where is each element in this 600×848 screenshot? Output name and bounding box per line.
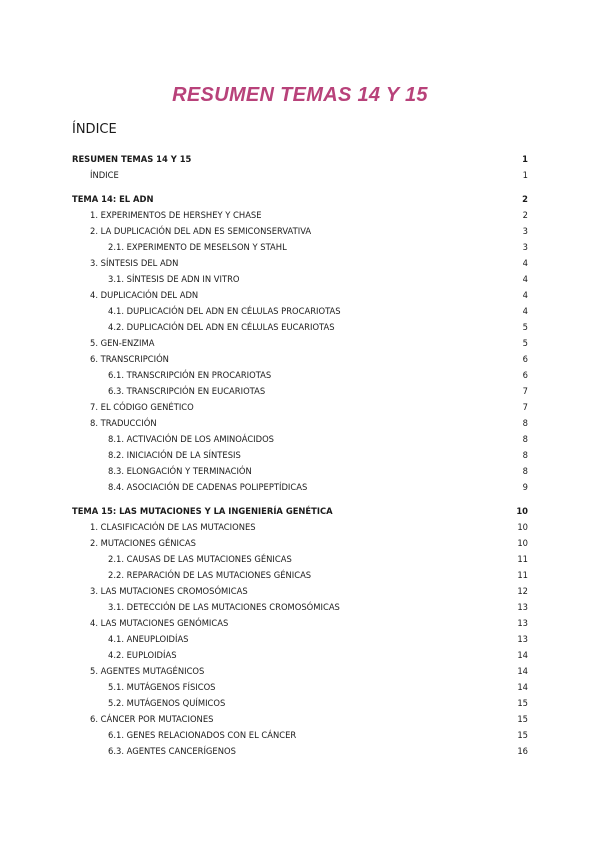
toc-entry-label: 6.1. GENES RELACIONADOS CON EL CÁNCER	[108, 730, 297, 740]
toc-entry-page-number: 14	[517, 666, 528, 676]
toc-entry-page-number: 10	[516, 506, 528, 516]
toc-entry-page-number: 13	[517, 618, 528, 628]
toc-entry[interactable]	[72, 208, 528, 222]
toc-entry[interactable]	[72, 464, 528, 478]
toc-entry-label: ÍNDICE	[90, 170, 119, 180]
toc-entry-page-number: 10	[517, 538, 528, 548]
toc-entry-page-number: 2	[522, 210, 528, 220]
toc-entry-page-number: 10	[517, 522, 528, 532]
toc-entry[interactable]	[72, 432, 528, 446]
toc-entry-page-number: 5	[522, 338, 528, 348]
toc-entry-label: 3.1. SÍNTESIS DE ADN IN VITRO	[108, 274, 240, 284]
toc-entry-page-number: 12	[517, 586, 528, 596]
toc-entry-label: 6. CÁNCER POR MUTACIONES	[90, 714, 214, 724]
toc-entry[interactable]	[72, 616, 528, 630]
toc-entry-label: 1. EXPERIMENTOS DE HERSHEY Y CHASE	[90, 210, 262, 220]
toc-entry-page-number: 4	[522, 274, 528, 284]
toc-entry[interactable]	[72, 256, 528, 270]
document-title: RESUMEN TEMAS 14 Y 15	[172, 84, 428, 106]
toc-entry-label: TEMA 15: LAS MUTACIONES Y LA INGENIERÍA GENÉTICA	[72, 506, 333, 516]
toc-entry[interactable]	[72, 192, 528, 206]
toc-entry-page-number: 4	[522, 306, 528, 316]
toc-entry[interactable]	[72, 240, 528, 254]
toc-entry[interactable]	[72, 168, 528, 182]
toc-entry-label: 3.1. DETECCIÓN DE LAS MUTACIONES CROMOSÓMICAS	[108, 602, 340, 612]
toc-entry[interactable]	[72, 224, 528, 238]
toc-entry-page-number: 8	[522, 418, 528, 428]
toc-entry-label: 4. LAS MUTACIONES GENÓMICAS	[90, 618, 229, 628]
toc-entry-page-number: 7	[522, 402, 528, 412]
toc-entry-label: 6.3. AGENTES CANCERÍGENOS	[108, 746, 236, 756]
toc-entry-page-number: 14	[517, 650, 528, 660]
toc-entry-page-number: 4	[522, 258, 528, 268]
toc-entry[interactable]	[72, 288, 528, 302]
toc-entry-page-number: 13	[517, 634, 528, 644]
toc-entry-label: 4. DUPLICACIÓN DEL ADN	[90, 290, 199, 300]
toc-entry-label: 5. AGENTES MUTAGÉNICOS	[90, 666, 205, 676]
toc-entry-label: 3. SÍNTESIS DEL ADN	[90, 258, 179, 268]
toc-entry[interactable]	[72, 336, 528, 350]
toc-entry-page-number: 7	[522, 386, 528, 396]
toc-entry-page-number: 13	[517, 602, 528, 612]
toc-entry-label: 6.3. TRANSCRIPCIÓN EN EUCARIOTAS	[108, 386, 266, 396]
toc-entry-page-number: 15	[517, 714, 528, 724]
toc-entry-page-number: 15	[517, 698, 528, 708]
toc-entry[interactable]	[72, 304, 528, 318]
toc-entry-page-number: 1	[522, 154, 528, 164]
toc-entry-label: 7. EL CÓDIGO GENÉTICO	[90, 402, 194, 412]
toc-entry-page-number: 15	[517, 730, 528, 740]
toc-entry[interactable]	[72, 368, 528, 382]
toc-entry-label: 4.2. DUPLICACIÓN DEL ADN EN CÉLULAS EUCARIOTAS	[108, 322, 335, 332]
toc-entry-page-number: 11	[517, 554, 528, 564]
toc-entry[interactable]	[72, 632, 528, 646]
toc-entry-page-number: 8	[522, 434, 528, 444]
toc-entry[interactable]	[72, 584, 528, 598]
toc-entry-label: 8.4. ASOCIACIÓN DE CADENAS POLIPEPTÍDICAS	[108, 482, 308, 492]
toc-entry-label: 2. MUTACIONES GÉNICAS	[90, 538, 196, 548]
toc-entry[interactable]	[72, 416, 528, 430]
toc-entry[interactable]	[72, 320, 528, 334]
toc-entry-label: 8.3. ELONGACIÓN Y TERMINACIÓN	[108, 466, 252, 476]
toc-entry[interactable]	[72, 536, 528, 550]
toc-entry-label: 2.1. CAUSAS DE LAS MUTACIONES GÉNICAS	[108, 554, 292, 564]
toc-entry-page-number: 5	[522, 322, 528, 332]
toc-entry[interactable]	[72, 680, 528, 694]
toc-entry[interactable]	[72, 504, 528, 518]
toc-entry-page-number: 3	[522, 226, 528, 236]
toc-entry-label: 2. LA DUPLICACIÓN DEL ADN ES SEMICONSERVATIVA	[90, 226, 312, 236]
toc-entry-label: TEMA 14: EL ADN	[72, 194, 154, 204]
toc-entry[interactable]	[72, 664, 528, 678]
toc-entry[interactable]	[72, 352, 528, 366]
toc-entry[interactable]	[72, 272, 528, 286]
toc-entry[interactable]	[72, 520, 528, 534]
toc-entry-label: 8. TRADUCCIÓN	[90, 418, 157, 428]
toc-entry-label: RESUMEN TEMAS 14 Y 15	[72, 154, 192, 164]
toc-entry-label: 8.2. INICIACIÓN DE LA SÍNTESIS	[108, 450, 241, 460]
toc-entry-label: 6.1. TRANSCRIPCIÓN EN PROCARIOTAS	[108, 370, 272, 380]
toc-entry[interactable]	[72, 400, 528, 414]
toc-entry-page-number: 8	[522, 466, 528, 476]
toc-entry-page-number: 3	[522, 242, 528, 252]
toc-entry-label: 2.1. EXPERIMENTO DE MESELSON Y STAHL	[108, 242, 287, 252]
toc-entry[interactable]	[72, 448, 528, 462]
toc-entry[interactable]	[72, 384, 528, 398]
toc-entry-page-number: 16	[517, 746, 528, 756]
toc-entry-label: 5.1. MUTÁGENOS FÍSICOS	[108, 682, 216, 692]
toc-entry-label: 2.2. REPARACIÓN DE LAS MUTACIONES GÉNICAS	[108, 570, 312, 580]
toc-entry-page-number: 1	[522, 170, 528, 180]
toc-entry-page-number: 8	[522, 450, 528, 460]
toc-entry-page-number: 9	[522, 482, 528, 492]
toc-entry[interactable]	[72, 696, 528, 710]
toc-entry[interactable]	[72, 728, 528, 742]
toc-entry-label: 3. LAS MUTACIONES CROMOSÓMICAS	[90, 586, 248, 596]
toc-entry[interactable]	[72, 600, 528, 614]
toc-entry[interactable]	[72, 480, 528, 494]
toc-entry[interactable]	[72, 152, 528, 166]
toc-entry-label: 5. GEN-ENZIMA	[90, 338, 155, 348]
index-heading: ÍNDICE	[72, 122, 117, 137]
toc-entry[interactable]	[72, 744, 528, 758]
toc-entry[interactable]	[72, 568, 528, 582]
toc-entry-page-number: 14	[517, 682, 528, 692]
toc-entry-label: 4.1. ANEUPLOIDÍAS	[108, 634, 189, 644]
toc-entry-page-number: 11	[517, 570, 528, 580]
toc-entry-label: 1. CLASIFICACIÓN DE LAS MUTACIONES	[90, 522, 256, 532]
toc-entry-label: 4.2. EUPLOIDÍAS	[108, 650, 177, 660]
toc-entry-page-number: 6	[522, 354, 528, 364]
toc-entry-label: 8.1. ACTIVACIÓN DE LOS AMINOÁCIDOS	[108, 434, 275, 444]
toc-entry-page-number: 4	[522, 290, 528, 300]
toc-entry-label: 4.1. DUPLICACIÓN DEL ADN EN CÉLULAS PROCARIOTAS	[108, 306, 341, 316]
toc-entry[interactable]	[72, 712, 528, 726]
toc-entry-label: 5.2. MUTÁGENOS QUÍMICOS	[108, 698, 226, 708]
toc-entry[interactable]	[72, 648, 528, 662]
toc-entry-label: 6. TRANSCRIPCIÓN	[90, 354, 169, 364]
toc-entry[interactable]	[72, 552, 528, 566]
toc-entry-page-number: 2	[522, 194, 528, 204]
toc-entry-page-number: 6	[522, 370, 528, 380]
